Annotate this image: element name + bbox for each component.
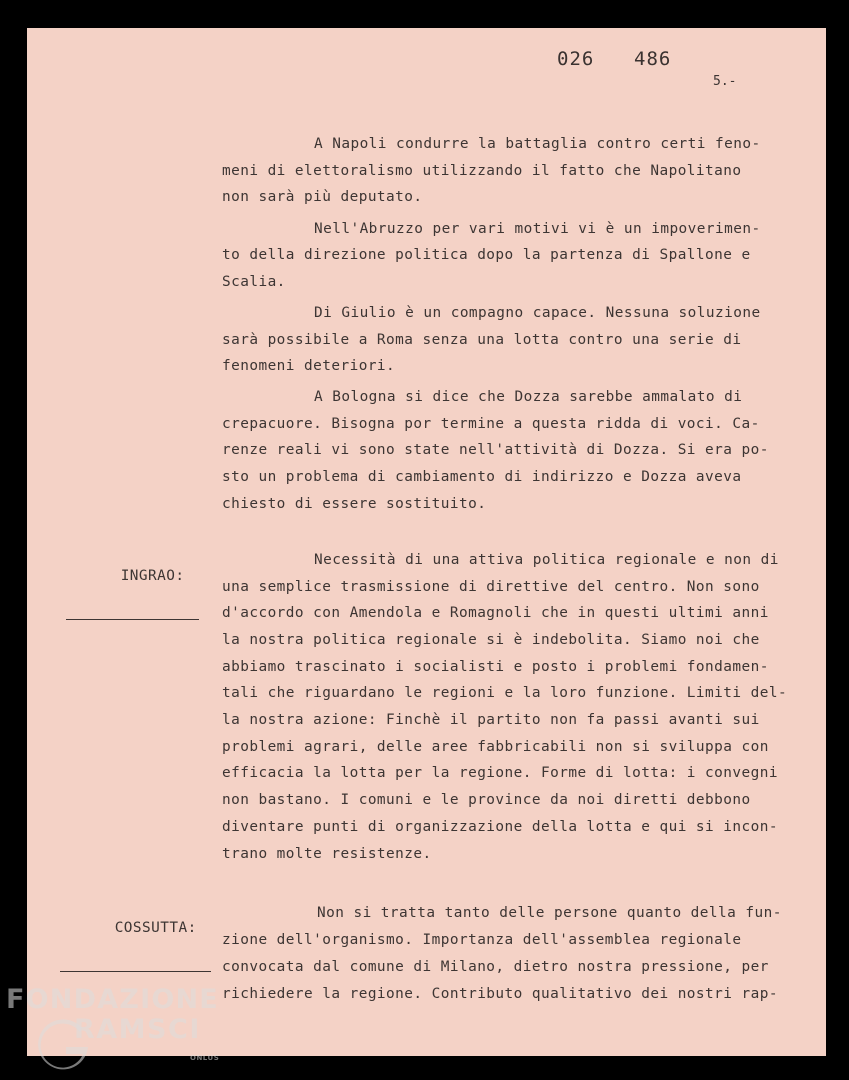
speaker-name: INGRAO: xyxy=(120,568,185,584)
text-line: zione dell'organismo. Importanza dell'assemblea regionale xyxy=(222,932,742,948)
text-line: richiedere la regione. Contributo qualitativo dei nostri rap- xyxy=(222,986,778,1002)
text-line: crepacuore. Bisogna por termine a questa ridda di voci. Ca- xyxy=(222,416,760,432)
text-line: fenomeni deteriori. xyxy=(222,358,396,374)
archive-stamp-number-a: 026 xyxy=(557,48,595,70)
text-line: chiesto di essere sostituito. xyxy=(222,496,487,512)
text-line: renze reali vi sono state nell'attività di Dozza. Si era po- xyxy=(222,442,769,458)
text-line: A Bologna si dice che Dozza sarebbe ammalato di xyxy=(314,389,743,405)
watermark-line2: RAMSCI xyxy=(74,1014,201,1045)
fondazione-gramsci-watermark xyxy=(6,984,236,1080)
document-page xyxy=(27,28,826,1056)
watermark-small-text: ONLUS xyxy=(190,1054,220,1062)
text-line: Necessità di una attiva politica regionale e non di xyxy=(314,552,779,568)
text-line: d'accordo con Amendola e Romagnoli che in questi ultimi anni xyxy=(222,605,769,621)
text-line: non bastano. I comuni e le province da noi diretti debbono xyxy=(222,792,751,808)
text-line: abbiamo trascinato i socialisti e posto i problemi fondamen- xyxy=(222,659,769,675)
watermark-line1: FONDAZIONE xyxy=(6,984,219,1015)
text-line: Di Giulio è un compagno capace. Nessuna soluzione xyxy=(314,305,761,321)
speaker-label xyxy=(66,552,185,616)
page-number: 5.- xyxy=(713,74,737,89)
text-line: una semplice trasmissione di direttive del centro. Non sono xyxy=(222,579,760,595)
speaker-label xyxy=(60,904,197,968)
archive-stamp-number-b: 486 xyxy=(634,48,672,70)
text-line: la nostra azione: Finchè il partito non fa passi avanti sui xyxy=(222,712,760,728)
text-line: to della direzione politica dopo la partenza di Spallone e xyxy=(222,247,751,263)
speaker-underline xyxy=(60,971,211,972)
text-line: efficacia la lotta per la regione. Forme di lotta: i convegni xyxy=(222,765,778,781)
text-line: sarà possibile a Roma senza una lotta contro una serie di xyxy=(222,332,742,348)
text-line: Scalia. xyxy=(222,274,286,290)
speaker-name: COSSUTTA: xyxy=(114,920,197,936)
text-line: diventare punti di organizzazione della lotta e qui si incon- xyxy=(222,819,778,835)
text-line: tali che riguardano le regioni e la loro funzione. Limiti del- xyxy=(222,685,788,701)
text-line: meni di elettoralismo utilizzando il fatto che Napolitano xyxy=(222,163,742,179)
text-line: A Napoli condurre la battaglia contro certi feno- xyxy=(314,136,761,152)
text-line: Nell'Abruzzo per vari motivi vi è un impoverimen- xyxy=(314,221,761,237)
text-line: la nostra politica regionale si è indebolita. Siamo noi che xyxy=(222,632,760,648)
text-line: trano molte resistenze. xyxy=(222,846,432,862)
text-line: non sarà più deputato. xyxy=(222,189,423,205)
text-line: problemi agrari, delle aree fabbricabili non si sviluppa con xyxy=(222,739,769,755)
text-line: sto un problema di cambiamento di indirizzo e Dozza aveva xyxy=(222,469,742,485)
speaker-underline xyxy=(66,619,199,620)
text-line: convocata dal comune di Milano, dietro nostra pressione, per xyxy=(222,959,769,975)
text-line: Non si tratta tanto delle persone quanto della fun- xyxy=(317,905,782,921)
